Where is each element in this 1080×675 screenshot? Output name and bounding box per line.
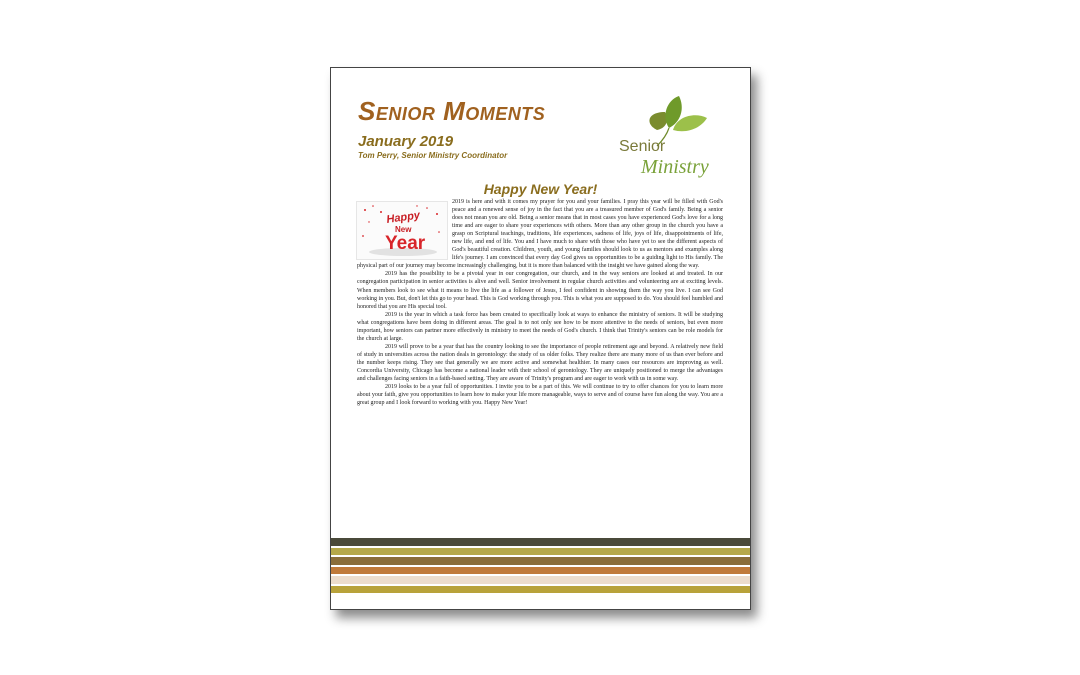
svg-text:Happy: Happy [385,209,421,226]
article-body [357,198,723,407]
footer-stripe [331,586,750,594]
svg-text:New: New [395,225,412,234]
article-paragraph: 2019 is here and with it comes my prayer for you and your families. I pray this year will be filled with God's peace and a renewed sense of joy in the fact that you are a treasured member of God's family. Being a senior does not mean you are old. Being a senior means that in most cases you have experienced God's love for a long time and are eager to share your experiences with others. More than any other group in the church you have a grasp on Scriptural teachings, traditions, life experiences, sadness of life, joys of life, disappointments of life, new life, and end of life. You and I have much to share with those who have yet to see the different aspects of God's beautiful creation. Children, youth, and young families should look to us as mentors and examples along life's journey. I am convinced that every day God gives us opportunities to be a guiding light to His family. The physical part of our journey may become increasingly challenging, but it is more than balanced with the insight we have gained along the way. [357,199,723,270]
article-heading: Happy New Year! [483,181,598,197]
logo-ministry-text: Ministry [641,156,709,178]
svg-text:Year: Year [385,233,426,254]
newsletter-page [330,67,751,610]
logo-senior-text: Senior [619,138,666,155]
article-paragraph: 2019 will prove to be a year that has the country looking to see the importance of people retirement age and beyond. A relatively new field of study in universities across the nation deals in gerontology: the study of us older folks. They realize there are many more of us than ever before and the number keeps rising. They see that generally we are more active and somewhat healthier. In many cases our resources are improving as well. Concordia University, Chicago has become a national leader with their school of gerontology. They are uniquely positioned to merge the advantages and challenges facing seniors in a faith-based setting. They are aware of Trinity's program and are eager to work with us in some way. [357,343,723,383]
senior-ministry-logo [617,94,722,182]
article-paragraph: 2019 has the possibility to be a pivotal year in our congregation, our church, and in the way seniors are looked at and treated. In our congregation participation in senior activities is alive and well. Senior involvement in regular church activities and volunteering are at exciting levels. When members look to see what it means to live the life as a follower of Jesus, I feel confident in showing them the way you live. I can see God working in you. But, don't let this go to your head. This is God working through you. This is what you are supposed to do. You should feel humbled and honored that you are His special tool. [357,271,723,310]
footer-stripe [331,576,750,584]
newsletter-date: January 2019 [358,133,454,150]
newsletter-author: Tom Perry, Senior Ministry Coordinator [358,151,508,160]
article-paragraph: 2019 looks to be a year full of opportunities. I invite you to be a part of this. We will continue to try to offer chances for you to learn more about your faith, give you opportunities to learn how to make your life more manageable, ways to serve and of course have fun along the way. You are a great group and I look forward to working with you. Happy New Year! [357,384,723,407]
footer-stripe [331,548,750,556]
footer-stripe [331,538,750,546]
footer-stripe [331,567,750,575]
newsletter-title: Senior Moments [358,96,546,126]
article-paragraph: 2019 is the year in which a task force has been created to specifically look at ways to enhance the ministry of seniors. It will be studying what congregations have been doing in different areas. The goal is to not only see how to be more attentive to the needs of seniors, but even more important, how seniors can partner more effectively in ministry to meet the needs of God's church. I think that Trinity's seniors can be role models for the church at large. [357,311,723,342]
footer-stripe [331,557,750,565]
footer-stripes [331,538,750,595]
